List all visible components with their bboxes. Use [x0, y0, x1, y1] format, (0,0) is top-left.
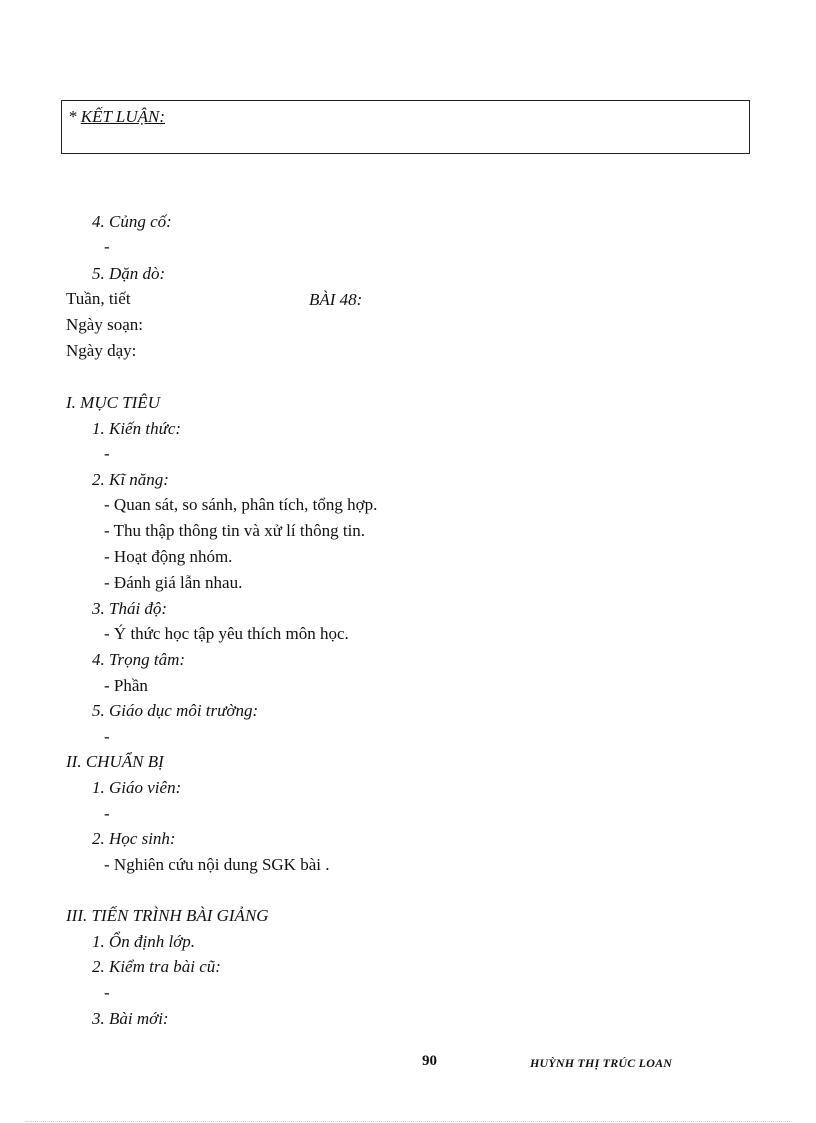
author-name: HUỲNH THỊ TRÚC LOAN: [530, 1056, 673, 1070]
ki-nang-item: - Hoạt động nhóm.: [104, 547, 233, 566]
trong-tam-heading: 4. Trọng tâm:: [92, 650, 186, 669]
chuan-bi-heading: II. CHUẨN BỊ: [66, 752, 164, 771]
cung-co-heading: 4. Củng cố:: [92, 212, 172, 231]
tuan-tiet-label: Tuần, tiết: [66, 289, 131, 308]
kien-thuc-dash: -: [104, 444, 110, 463]
ngay-day-label: Ngày dạy:: [66, 341, 137, 360]
dan-do-heading: 5. Dặn dò:: [92, 264, 166, 283]
conclusion-box: [61, 100, 750, 154]
trong-tam-item: - Phần: [104, 676, 148, 695]
ki-nang-heading: 2. Kĩ năng:: [92, 470, 169, 489]
ki-nang-item: - Đánh giá lẫn nhau.: [104, 573, 243, 592]
kiem-tra-heading: 2. Kiểm tra bài cũ:: [92, 957, 221, 976]
ki-nang-item: - Quan sát, so sánh, phân tích, tổng hợp.: [104, 495, 378, 514]
hoc-sinh-item: - Nghiên cứu nội dung SGK bài .: [104, 855, 330, 874]
giao-duc-dash: -: [104, 727, 110, 746]
hoc-sinh-heading: 2. Học sinh:: [92, 829, 176, 848]
thai-do-heading: 3. Thái độ:: [92, 599, 168, 618]
giao-vien-dash: -: [104, 804, 110, 823]
on-dinh-heading: 1. Ổn định lớp.: [92, 932, 196, 951]
kiem-tra-dash: -: [104, 983, 110, 1002]
footer-divider: [26, 1121, 792, 1122]
conclusion-prefix: *: [68, 107, 81, 126]
cung-co-dash: -: [104, 237, 110, 256]
lesson-title: BÀI 48:: [309, 290, 363, 309]
giao-vien-heading: 1. Giáo viên:: [92, 778, 182, 797]
ki-nang-item: - Thu thập thông tin và xử lí thông tin.: [104, 521, 366, 540]
page-number: 90: [422, 1053, 437, 1069]
thai-do-item: - Ý thức học tập yêu thích môn học.: [104, 624, 349, 643]
ngay-soan-label: Ngày soạn:: [66, 315, 143, 334]
conclusion-label: KẾT LUẬN:: [80, 107, 165, 126]
bai-moi-heading: 3. Bài mới:: [92, 1009, 169, 1028]
kien-thuc-heading: 1. Kiến thức:: [92, 419, 182, 438]
tien-trinh-heading: III. TIẾN TRÌNH BÀI GIẢNG: [66, 906, 269, 925]
conclusion-heading: [68, 107, 165, 127]
giao-duc-heading: 5. Giáo dục môi trường:: [92, 701, 259, 720]
muc-tieu-heading: I. MỤC TIÊU: [66, 393, 160, 412]
